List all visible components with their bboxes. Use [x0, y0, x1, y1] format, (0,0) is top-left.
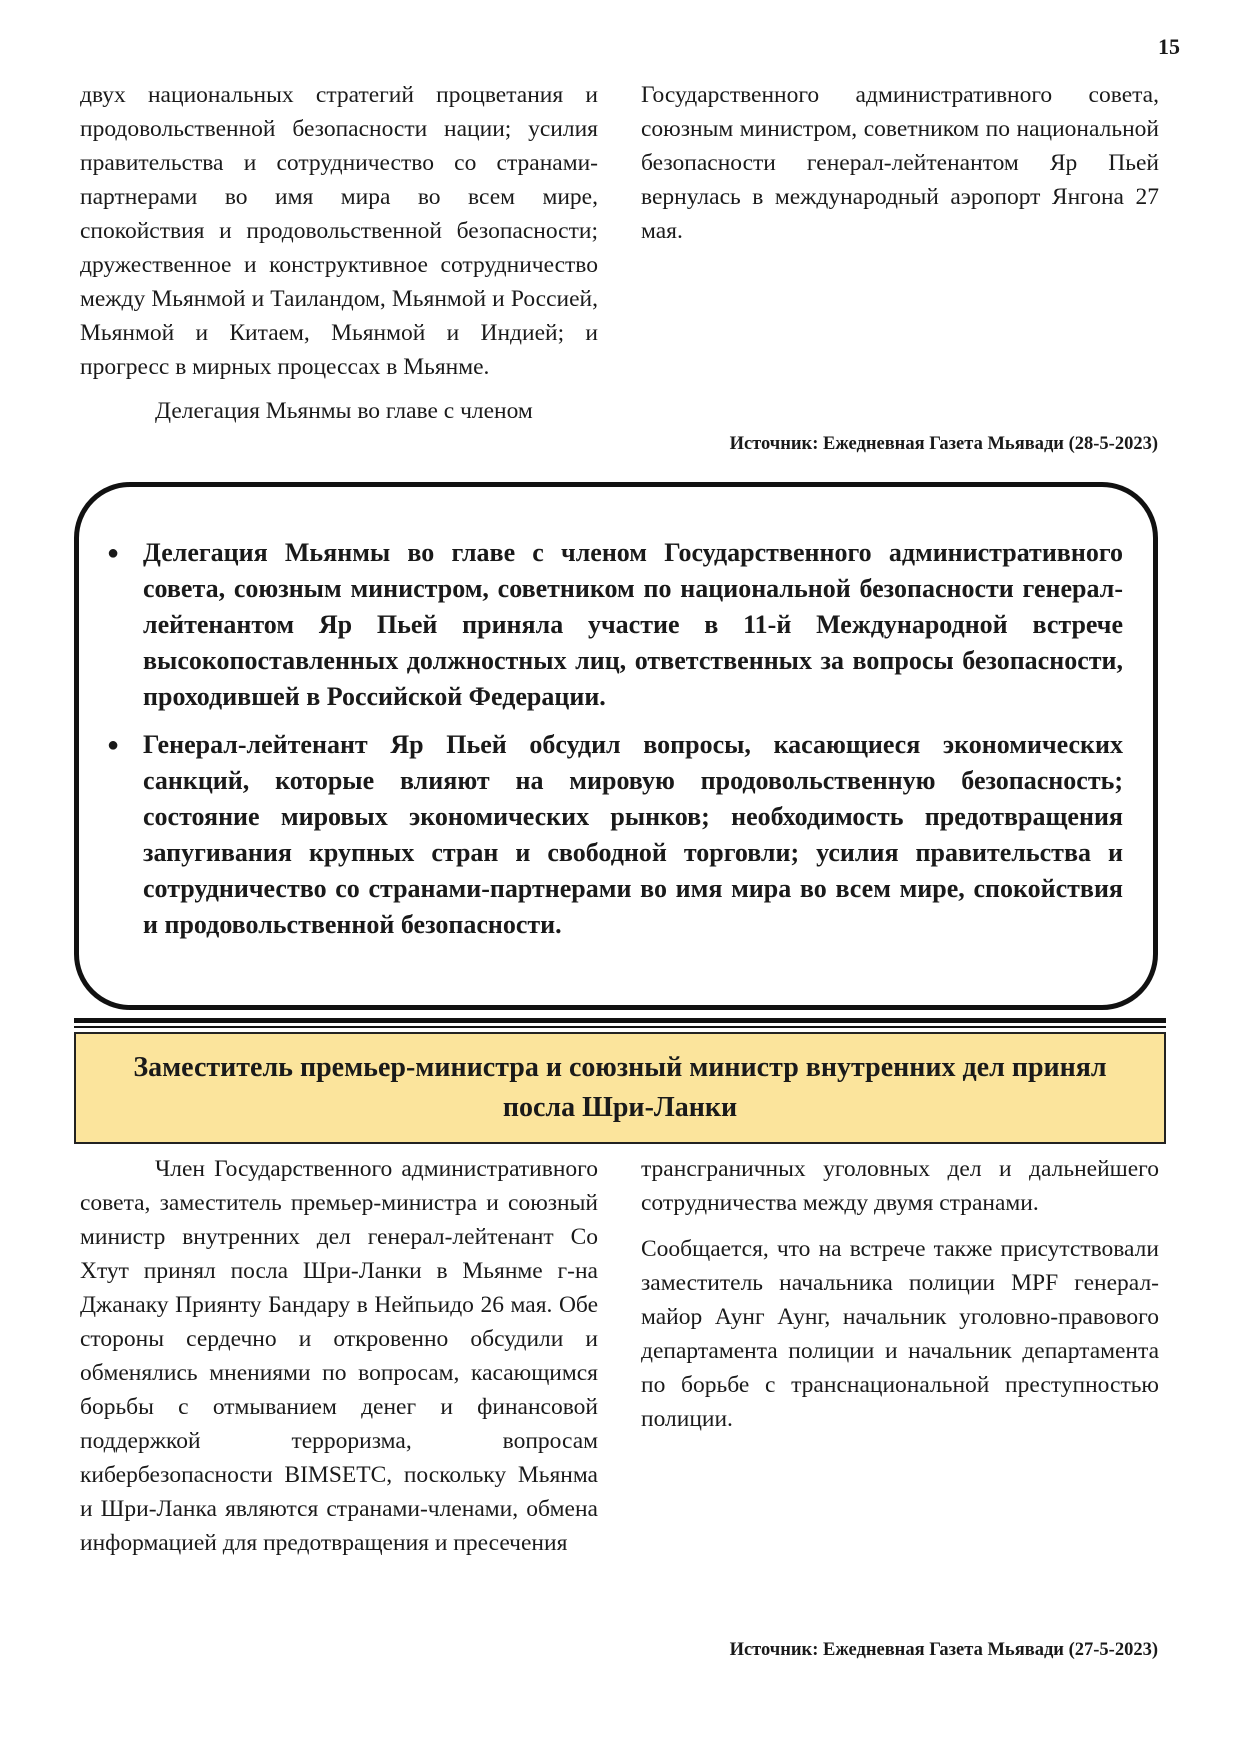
- paragraph: Государственного административного совета, союзным министром, советником по национальной безопасности генерал-лейтенантом Яр Пьей вернулась в международный аэропорт Янгона 27 мая.: [641, 82, 1159, 244]
- paragraph: Член Государственного административного совета, заместитель премьер-министра и союзный министр внутренних дел генерал-лейтенант Со Хтут принял посла Шри-Ланки в Мьянме г-на Джанаку Приянту Бандару в Нейпьидо 26 мая. Обе стороны сердечно и откровенно обсудили и обменялись мнениями по вопросам, касающимся борьбы с отмыванием денег и финансовой поддержкой терроризма, вопросам кибербезопасности BIMSETC, поскольку Мьянма и Шри-Ланка являются странами-членами, обмена информацией для предотвращения и пресечения: [80, 1156, 598, 1556]
- article-right-column: [641, 1152, 1159, 1436]
- bullet-dot-icon: ●: [107, 542, 120, 564]
- paragraph: трансграничных уголовных дел и дальнейшего сотрудничества между двумя странами.: [641, 1156, 1159, 1216]
- page-number: 15: [1158, 34, 1180, 59]
- bullet-dot-icon: ●: [107, 734, 120, 756]
- article-headline-box: [74, 1032, 1166, 1144]
- source-citation: Источник: Ежедневная Газета Мьявади (28-5-2023): [729, 434, 1158, 454]
- summary-bullet: [107, 535, 1123, 715]
- paragraph: Сообщается, что на встрече также присутствовали заместитель начальника полиции MPF генерал-майор Аунг Аунг, начальник уголовно-правового департамента полиции и начальник департамента по борьбе с транснациональной преступностью полиции.: [641, 1236, 1159, 1432]
- divider-rule: [74, 1018, 1166, 1023]
- divider-rule: [74, 1026, 1166, 1028]
- bullet-text: Генерал-лейтенант Яр Пьей обсудил вопросы, касающиеся экономических санкций, которые влияют на мировую продовольственную безопасность; состояние мировых экономических рынков; необходимость предотвращения запугивания крупных стран и свободной торговли; усилия правительства и сотрудничество со странами-партнерами во имя мира во всем мире, спокойствия и продовольственной безопасности.: [143, 730, 1123, 939]
- top-right-column: [641, 78, 1159, 248]
- article-left-column: [80, 1152, 598, 1560]
- source-citation: Источник: Ежедневная Газета Мьявади (27-5-2023): [729, 1640, 1158, 1660]
- paragraph: Делегация Мьянмы во главе с членом: [155, 398, 533, 424]
- article-headline: Заместитель премьер-министра и союзный министр внутренних дел принял посла Шри-Ланки: [133, 1052, 1107, 1123]
- bullet-text: Делегация Мьянмы во главе с членом Государственного административного совета, союзным министром, советником по национальной безопасности генерал-лейтенантом Яр Пьей приняла участие в 11-й Международной встрече высокопоставленных должностных лиц, ответственных за вопросы безопасности, проходившей в Российской Федерации.: [143, 538, 1123, 711]
- summary-bullet: [107, 727, 1123, 943]
- top-left-column: [80, 78, 598, 428]
- summary-box: [74, 482, 1158, 1010]
- summary-list: [79, 487, 1153, 943]
- paragraph: двух национальных стратегий процветания и продовольственной безопасности нации; усилия правительства и сотрудничество со странами-партнерами во имя мира во всем мире, спокойствия и продовольственной безопасности; дружественное и конструктивное сотрудничество между Мьянмой и Таиландом, Мьянмой и Россией, Мьянмой и Китаем, Мьянмой и Индией; и прогресс в мирных процессах в Мьянме.: [80, 82, 598, 380]
